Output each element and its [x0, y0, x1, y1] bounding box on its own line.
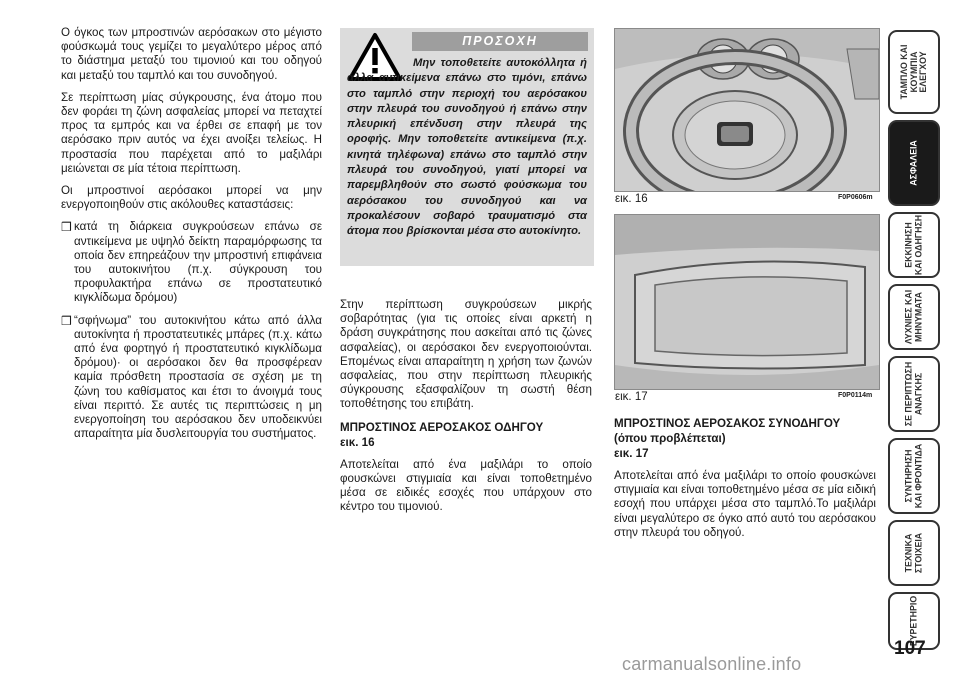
tab-emergency[interactable]: [888, 356, 940, 432]
warning-text: Μην τοποθετείτε αυτοκόλλητα ή άλλα αντικείμενα επάνω στο τιμόνι, επάνω στο ταμπλό στην περιοχή του αερόσακου στην πλευρά του συνοδηγού ή επάνω στην πλευρική επένδυση στην πλευρά της οροφής. Μην τοποθετείτε αντικείμενα (π.χ. κινητά τηλέφωνα) επάνω στο ταμπλό στην πλευρά του συνοδηγού, γιατί μπορεί να παρεμβληθούν στο σωστό φούσκωμα του αερόσακου του συνοδηγού και να προκαλέσουν σοβαρό τραυματισμό στα άτομα που βρίσκονται μέσα στο αυτοκίνητο.: [347, 57, 587, 238]
tab-technical-data[interactable]: [888, 520, 940, 586]
tab-label: ΤΕΧΝΙΚΑ ΣΤΟΙΧΕΙΑ: [903, 532, 923, 574]
tab-lights-messages[interactable]: [888, 284, 940, 350]
paragraph: Οι μπροστινοί αερόσακοι μπορεί να μην ενεργοποιηθούν στις ακόλουθες καταστάσεις:: [61, 184, 322, 212]
figure-passenger-dashboard: [614, 214, 880, 390]
right-column: [614, 416, 876, 548]
bullet-text: “σφήνωμα” του αυτοκινήτου κάτω από άλλα αυτοκίνητα ή προστατευτικές μπάρες (π.χ. κάτω από ένα φορτηγό ή προστατευτικό κιγκλίδωμα δρόμου)· οι αερόσακοι δεν θα προσφέρεαν καμία πρόσθετη προστασία σε σχέση με τη ζώνη του καθίσματος και έτσι το άνοιγμά τους είναι περιττό. Σε αυτές τις περιπτώσεις η μη ενεργοποίηση του αερόσακου δεν υποδεικνύει απαραίτητα μία δυσλειτουργία του συστήματος.: [74, 313, 322, 441]
watermark: carmanualsonline.info: [622, 654, 802, 674]
section-heading-note: (όπου προβλέπεται): [614, 432, 726, 445]
tab-starting-driving[interactable]: [888, 212, 940, 278]
bullet-item: [61, 220, 322, 305]
page-number: 107: [894, 638, 926, 659]
paragraph: Αποτελείται από ένα μαξιλάρι το οποίο φουσκώνει στιγμιαία και είναι τοποθετημένο μέσα σε μία ειδική εσοχή που υπάρχει μέσα στο ταμπλό.Το μαξιλάρι είναι μεγαλύτερο σε όγκο από αυτό του αερόσακου στην πλευρά του οδηγού.: [614, 469, 876, 539]
left-column: [61, 26, 322, 449]
figure-code: F0P0114m: [838, 392, 873, 399]
tab-label: ΛΥΧΝΙΕΣ ΚΑΙ ΜΗΝΥΜΑΤΑ: [903, 289, 923, 345]
figure-steering-wheel: [614, 28, 880, 192]
tab-label: ΤΑΜΠΛΟ ΚΑΙ ΚΟΥΜΠΙΑ ΕΛΕΓΧΟΥ: [898, 44, 928, 100]
section-heading: [340, 420, 592, 450]
paragraph: Σε περίπτωση μίας σύγκρουσης, ένα άτομο που δεν φοράει τη ζώνη ασφαλείας μπορεί να πεταχτεί προς τα εμπρός και να έρθει σε επαφή με τον αερόσακο πριν αυτός να έχει ανοίξει τελείως. Η προστασία που παρέχεται από το μαξιλάρι μειώνεται σε μία τέτοια περίπτωση.: [61, 90, 322, 175]
figure-code: F0P0606m: [838, 194, 873, 201]
warning-header: ΠΡΟΣΟΧΗ: [412, 32, 588, 51]
warning-box: [340, 28, 594, 266]
paragraph: Αποτελείται από ένα μαξιλάρι το οποίο φουσκώνει στιγμιαία και είναι τοποθετημένο μέσα σε ειδικές εσοχές που υπάρχουν στο κέντρο του τιμονιού.: [340, 457, 592, 514]
checkbox-bullet-icon: ❒: [61, 220, 72, 235]
paragraph: Στην περίπτωση συγκρούσεων μικρής σοβαρότητας (για τις οποίες είναι αρκετή η δράση συγκράτησης που ασκείται από τις ζώνες ασφαλείας), οι αερόσακοι δεν ενεργοποιούνται. Επομένως είναι απαραίτητη η χρήση των ζωνών ασφαλείας, που στην περίπτωση πλευρικής σύγκρουσης εξασφαλίζουν τη σωστή θέση τοποθέτησης του επιβάτη.: [340, 298, 592, 411]
paragraph: Ο όγκος των μπροστινών αερόσακων στο μέγιστο φούσκωμά τους γεμίζει το μεγαλύτερο μέρος από το διάστημα μεταξύ του τιμονιού και του οδηγού και μεταξύ του ταμπλό και του συνοδηγού.: [61, 26, 322, 82]
checkbox-bullet-icon: ❒: [61, 313, 72, 328]
tab-label: ΣΥΝΤΗΡΗΣΗ ΚΑΙ ΦΡΟΝΤΙΔΑ: [903, 443, 923, 509]
tab-maintenance-care[interactable]: [888, 438, 940, 514]
figure-caption: εικ. 16: [615, 193, 648, 205]
tab-dashboard-controls[interactable]: [888, 30, 940, 114]
section-heading-ref: εικ. 17: [614, 447, 649, 460]
tab-label: ΕΚΚΙΝΗΣΗ ΚΑΙ ΟΔΗΓΗΣΗ: [903, 214, 923, 276]
tab-label: ΣΕ ΠΕΡΙΠΤΩΣΗ ΑΝΑΓΚΗΣ: [903, 361, 923, 427]
section-heading-title: ΜΠΡΟΣΤΙΝΟΣ ΑΕΡΟΣΑΚΟΣ ΟΔΗΓΟΥ: [340, 420, 544, 434]
tab-safety[interactable]: [888, 120, 940, 206]
middle-column: [340, 298, 592, 522]
bullet-text: κατά τη διάρκεια συγκρούσεων επάνω σε αντικείμενα με υψηλό δείκτη παραμόρφωσης τα οποία δεν επηρεάζουν την μπροστινή επιφάνεια του αυτοκινήτου (π.χ. σύγκρουση του προφυλακτήρα επάνω σε προστατευτικό κιγκλίδωμα δρόμου): [74, 220, 322, 305]
section-heading: [614, 416, 876, 461]
tab-label: ΑΣΦΑΛΕΙΑ: [908, 140, 919, 186]
steering-wheel-illustration: [615, 29, 879, 191]
section-heading-ref: εικ. 16: [340, 435, 375, 449]
dashboard-illustration: [615, 215, 879, 389]
section-heading-title: ΜΠΡΟΣΤΙΝΟΣ ΑΕΡΟΣΑΚΟΣ ΣΥΝΟΔΗΓΟΥ: [614, 417, 841, 430]
bullet-item: [61, 314, 322, 442]
tab-label: ΕΥΡΕΤΗΡΙΟ: [908, 595, 919, 647]
figure-caption: εικ. 17: [615, 391, 648, 403]
